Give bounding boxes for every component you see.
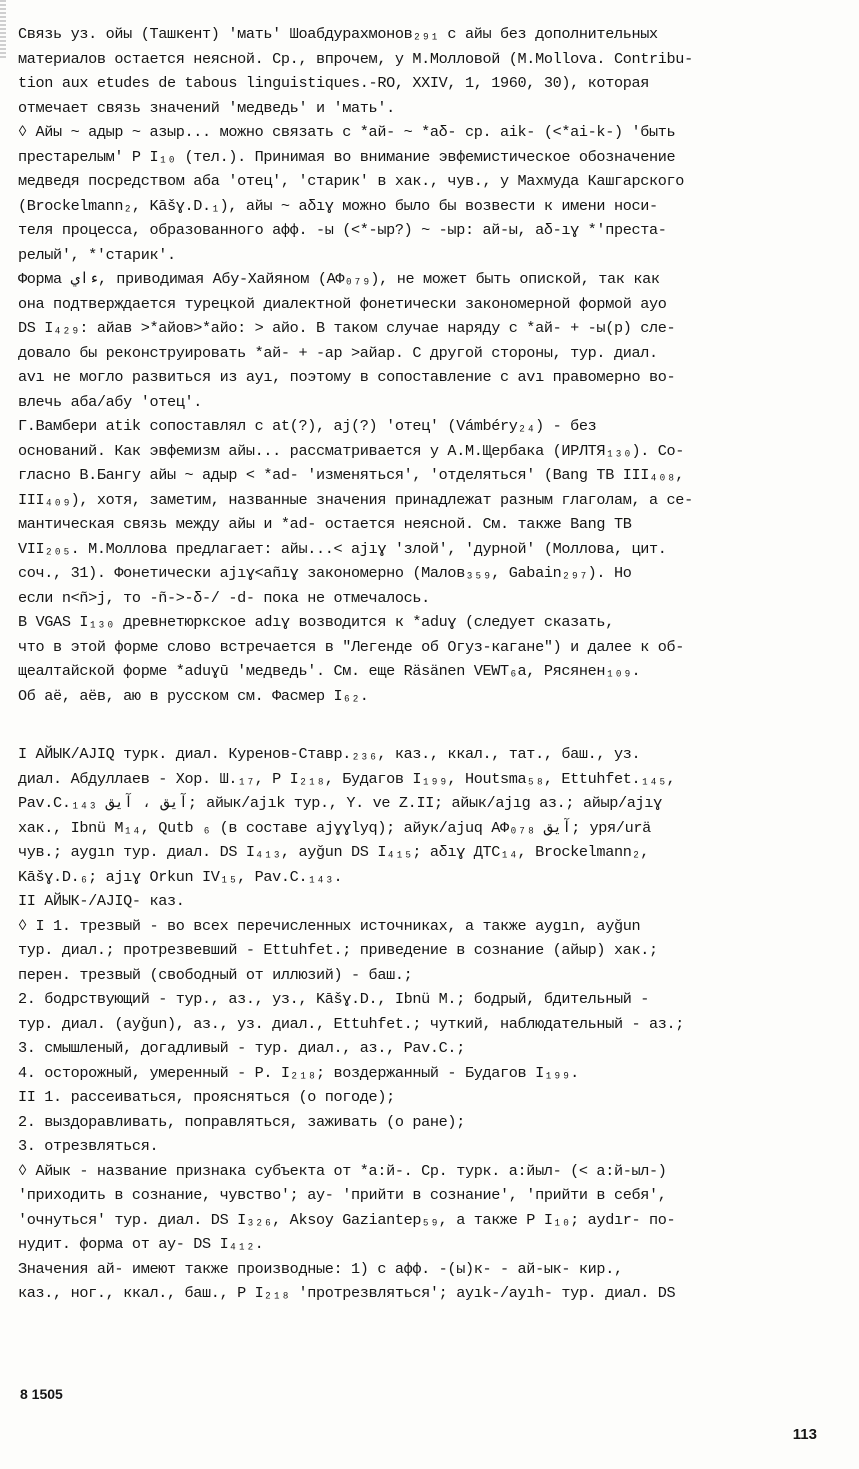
text-line: теля процесса, образованного афф. -ы (<*-ыр?) ~ -ыр: ай-ы, aδ-ıɣ *'преста-	[18, 221, 667, 239]
text-line: Pav.C.₁₄₃ آيق ، آيق; айык/ajık тур., Y. ve Z.II; айык/ajıɡ аз.; айыр/ajıɣ	[18, 794, 662, 812]
text-line: 2. бодрствующий - тур., аз., уз., Kāšɣ.D., Ibnü M.; бодрый, бдительный -	[18, 990, 650, 1008]
text-line: соч., 31). Фонетически ajıɣ<añıɣ закономерно (Малов₃₅₉, Gabain₂₉₇). Но	[18, 564, 632, 582]
text-line: 2. выздоравливать, поправляться, заживать (о ране);	[18, 1112, 465, 1131]
text-line: релый', *'старик'.	[18, 245, 176, 264]
text-line: щеалтайской форме *aduɣū 'медведь'. См. еще Räsänen VEWT₆а, Рясянен₁₀₉.	[18, 662, 641, 680]
text-line: 3. отрезвляться.	[18, 1137, 159, 1155]
text-line: отмечает связь значений 'медведь' и 'мать'.	[18, 98, 395, 117]
scan-edge-mark	[0, 0, 6, 60]
etymology-section	[18, 1159, 844, 1306]
text-line: 3. смышленый, догадливый - тур. диал., аз., Pav.C.;	[18, 1039, 465, 1057]
paragraph	[18, 120, 844, 267]
text-line: оснований. Как эвфемизм айы... рассматривается у А.М.Щербака (ИРЛТЯ₁₃₀). Со-	[18, 441, 685, 460]
text-line: ◊ Айы ~ адыр ~ азыр... можно связать с *ай- ~ *аδ- ср. aik- (<*ai-k-) 'быть	[18, 123, 676, 141]
dictionary-entry	[18, 742, 844, 914]
paragraph	[18, 22, 844, 120]
paragraph	[18, 414, 844, 610]
text-line: довало бы реконструировать *ай- + -ар >айар. С другой стороны, тур. диал.	[18, 343, 658, 362]
meanings-section	[18, 914, 844, 1159]
paragraph	[18, 610, 844, 708]
text-line: хак., Ibnü M₁₄, Qutb ₆ (в составе ajɣɣlyq); айук/ajuq АФ₀₇₈ آيق; уря/urä	[18, 818, 651, 837]
text-line: перен. трезвый (свободный от иллюзий) - баш.;	[18, 965, 413, 984]
text-line: avı не могло развиться из ayı, поэтому в сопоставление с avı правомерно во-	[18, 368, 676, 386]
text-line: ◊ I 1. трезвый - во всех перечисленных источниках, а также aygın, ayğun	[18, 916, 641, 935]
text-line: Г.Вамбери atik сопоставлял с at(?), aj(?) 'отец' (Vámbéry₂₄) - без	[18, 417, 597, 435]
text-line: Форма ءاي, приводимая Абу-Хайяном (АФ₀₇₉), не может быть опиской, так как	[18, 270, 660, 288]
text-line: (Brockelmann₂, Kāšɣ.D.₁), айы ~ aδıɣ можно было бы возвести к имени носи-	[18, 196, 658, 215]
text-line: В VGAS I₁₃₀ древнетюркское adıɣ возводится к *aduɣ (следует сказать,	[18, 613, 614, 631]
page-body	[18, 22, 844, 1306]
text-line: диал. Абдуллаев - Хор. Ш.₁₇, Р I₂₁₈, Будагов I₁₉₉, Houtsma₅₈, Ettuhfet.₁₄₅,	[18, 769, 676, 788]
text-line: DS I₄₂₉: айав >*айов>*айо: > айо. В таком случае наряду с *ай- + -ы(р) сле-	[18, 319, 676, 337]
text-line: влечь аба/абу 'отец'.	[18, 392, 203, 411]
text-line: Kāšɣ.D.₆; ajıɣ Orkun IV₁₅, Pav.C.₁₄₃.	[18, 867, 343, 886]
text-line: тур. диал.; протрезвевший - Ettuhfet.; приведение в сознание (айыр) хак.;	[18, 941, 658, 959]
page-number: 113	[792, 1426, 817, 1443]
text-line: каз., ног., ккал., баш., Р I₂₁₈ 'протрезвляться'; ayık-/ayıh- тур. диал. DS	[18, 1284, 676, 1302]
text-line: ◊ Айык - название признака субъекта от *а:й-. Ср. турк. а:йыл- (< а:й-ыл-)	[18, 1161, 667, 1180]
text-line: III₄₀₉), хотя, заметим, названные значения принадлежат разным глаголам, а се-	[18, 490, 693, 509]
text-line: Связь уз. ойы (Ташкент) 'мать' Шоабдурахмонов₂₉₁ с айы без дополнительных	[18, 25, 658, 43]
text-line: что в этой форме слово встречается в "Легенде об Огуз-кагане") и далее к об-	[18, 637, 685, 656]
text-line: Об аё, аёв, аю в русском см. Фасмер I₆₂.	[18, 686, 369, 705]
entry-subheadword: II АЙЫК-/AJIQ- каз.	[18, 892, 185, 910]
text-line: престарелым' Р I₁₀ (тел.). Принимая во внимание эвфемистическое обозначение	[18, 147, 676, 166]
text-line: она подтверждается турецкой диалектной фонетически закономерной формой ayo	[18, 294, 667, 313]
section-gap	[18, 708, 844, 742]
paragraph	[18, 267, 844, 414]
text-line: 4. осторожный, умеренный - Р. I₂₁₈; воздержанный - Будагов I₁₉₉.	[18, 1063, 579, 1082]
text-line: VII₂₀₅. М.Моллова предлагает: айы...< ajıɣ 'злой', 'дурной' (Моллова, цит.	[18, 539, 667, 558]
text-line: 'очнуться' тур. диал. DS I₃₂₆, Aksoy Gaziantep₅₉, а также Р I₁₀; aydır- по-	[18, 1210, 676, 1229]
text-line: Значения ай- имеют также производные: 1) с афф. -(ы)к- - ай-ык- кир.,	[18, 1259, 623, 1278]
text-line: если n<ñ>j, то -ñ->-δ-/ -d- пока не отмечалось.	[18, 588, 430, 607]
text-line: чув.; aygın тур. диал. DS I₄₁₃, ayğun DS I₄₁₅; aδıɣ ДТС₁₄, Brockelmann₂,	[18, 843, 650, 861]
text-line: мантическая связь между айы и *ad- остается неясной. См. также Bang TB	[18, 515, 632, 533]
text-line: медведя посредством аба 'отец', 'старик' в хак., чув., у Махмуда Кашгарского	[18, 172, 685, 190]
text-line: гласно В.Бангу айы ~ адыр < *ad- 'изменяться', 'отделяться' (Bang TB III₄₀₈,	[18, 466, 685, 484]
text-line: нудит. форма от ay- DS I₄₁₂.	[18, 1235, 264, 1253]
text-line: материалов остается неясной. Ср., впрочем, у М.Молловой (M.Mollova. Contribu-	[18, 49, 693, 68]
text-line: тур. диал. (ayğun), аз., уз. диал., Ettuhfet.; чуткий, наблюдательный - аз.;	[18, 1014, 685, 1033]
text-line: II 1. рассеиваться, проясняться (о погоде);	[18, 1088, 395, 1106]
entry-headword-line: I АЙЫК/AJIQ турк. диал. Куренов-Ставр.₂₃₆, каз., ккал., тат., баш., уз.	[18, 745, 641, 763]
text-line: tion aux etudes de tabous linguistiques.-RO, XXIV, 1, 1960, 30), которая	[18, 74, 650, 92]
print-signature: 8 1505	[20, 1386, 63, 1402]
text-line: 'приходить в сознание, чувство'; ay- 'прийти в сознание', 'прийти в себя',	[18, 1186, 667, 1204]
